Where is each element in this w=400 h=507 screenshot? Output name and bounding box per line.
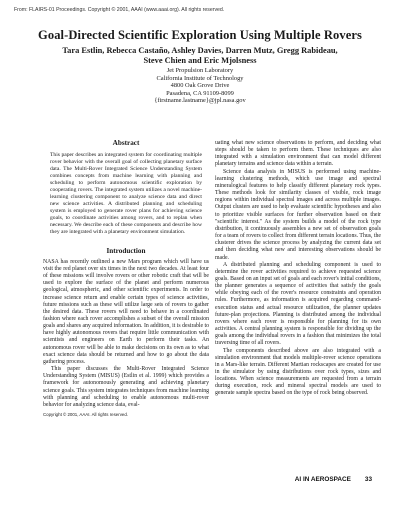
paper-title: Goal-Directed Scientific Exploration Using Multiple Rovers — [38, 28, 362, 42]
abstract-text: This paper describes an integrated system for coordinating multiple rover behavior with the overall goal of collecting planetary surface data. The Multi-Rover Integrated Science Understanding System combines concepts from machine learning with planning and scheduling to perform autonomous scientific exploration by cooperating rovers. The integrated system utilizes a novel machine-learning clustering component to analyze science data and direct new science activities. A distributed planning and scheduling system is employed to generate rover plans for achieving science goals, to coordinate activities among rovers, and to replan when necessary. We describe each of these components and describe how they are integrated with a planetary environment simulation. — [50, 152, 202, 235]
proceedings-header: From: FLAIRS-01 Proceedings. Copyright © 2001, AAAI (www.aaai.org). All rights reserved. — [14, 7, 225, 13]
affiliation-block — [0, 67, 400, 105]
affiliation-institute: California Institute of Technology — [156, 74, 244, 82]
right-column — [215, 140, 381, 398]
affiliation-lab: Jet Propulsion Laboratory — [166, 67, 234, 74]
left-column — [43, 140, 209, 418]
authors-line-1: Tara Estlin, Rebecca Castaño, Ashley Davies, Darren Mutz, Gregg Rabideau, — [62, 46, 338, 55]
authors-line-2: Steve Chien and Eric Mjolsness — [143, 56, 257, 65]
intro-paragraph-2: This paper discusses the Multi-Rover Integrated Science Understanding System (MISUS) (Estlin et al. 1999) which provides a framework for autonomously generating and achieving planetary science goals. This system integrates techniques from machine learning with planning and scheduling to enable autonomous multi-rover behavior for analyzing science data, eval- — [43, 366, 209, 408]
body-paragraph-1: uating what new science observations to perform, and deciding what steps should be taken to perform them. These techniques are also integrated with a simulation environment that can model different planetary terrains and science data within a terrain. — [215, 140, 381, 168]
introduction-heading: Introduction — [106, 246, 146, 255]
affiliation-email: {firstname.lastname}@jpl.nasa.gov — [154, 97, 246, 105]
body-paragraph-2: Science data analysis in MISUS is performed using machine-learning clustering methods, which use image and spectral mineralogical features to help classify different planetary rock types. These methods look for similarity classes of visible, rock image regions within individual spectral images and across multiple images. Output clusters are used to help evaluate scientific hypotheses and also to prioritize visible surfaces for further observation based on their "scientific interest." As the system builds a model of the rock type distribution, it continuously assembles a new set of observation goals for a team of rovers to collect from different terrain locations. Thus, the clusterer drives the science process by analyzing the current data set and then deciding what new and interesting observations should be made. — [215, 168, 381, 261]
copyright-notice: Copyright © 2001, AAAI. All rights reserved. — [43, 412, 128, 418]
page-footer — [295, 476, 372, 483]
author-list — [0, 46, 400, 66]
affiliation-street: 4800 Oak Grove Drive — [170, 82, 230, 90]
footer-label: AI IN AEROSPACE — [294, 476, 351, 483]
affiliation-city: Pasadena, CA 91109-8099 — [166, 89, 234, 97]
page-number: 33 — [364, 476, 372, 483]
abstract-heading: Abstract — [112, 139, 140, 147]
body-paragraph-4: The components described above are also integrated with a simulation environment that models multiple-rover science operations in a Mars-like terrain. Different Martian rockscapes are created for use in the simulator by using distributions over rock types, sizes and locations. When science measurements are requested from a terrain during execution, rock and mineral spectral models are used to generate sample spectra based on the type of rock being observed. — [215, 347, 381, 397]
intro-paragraph-1: NASA has recently outlined a new Mars program which will have us visit the red planet over six times in the next two decades. At least four of these missions will involve rovers or other robotic craft that will be used to explore the surface of the planet and perform numerous geological, atmospheric, and other scientific experiments. In order to increase science return and enable certain types of science activities, future missions such as these will utilize large sets of rovers to gather the desired data. These rovers will need to behave in a coordinated fashion where each rover accomplishes a subset of the overall mission goals and shares any acquired information. In addition, it is desirable to have highly autonomous rovers that require little communication with scientists and engineers on Earth to perform their tasks. An autonomous rover will be able to make decisions on its own as to what exact science data should be returned and how to go about the data gathering process. — [43, 258, 209, 365]
body-paragraph-3: A distributed planning and scheduling component is used to determine the rover activities required to achieve requested science goals. Based on an input set of goals and each rover's initial conditions, the planner generates a sequence of activities that satisfy the goals while obeying each of the rover's resource constraints and operation rules. Furthermore, as information is acquired regarding command-execution status and actual resource utilization, the planner updates future-plan projections. Planning is distributed among the individual rovers where each rover is responsible for planning for its own activities. A central planning system is responsible for dividing up the goals among the individual rovers in a fashion that minimizes the total traversing time of all rovers. — [215, 261, 381, 347]
